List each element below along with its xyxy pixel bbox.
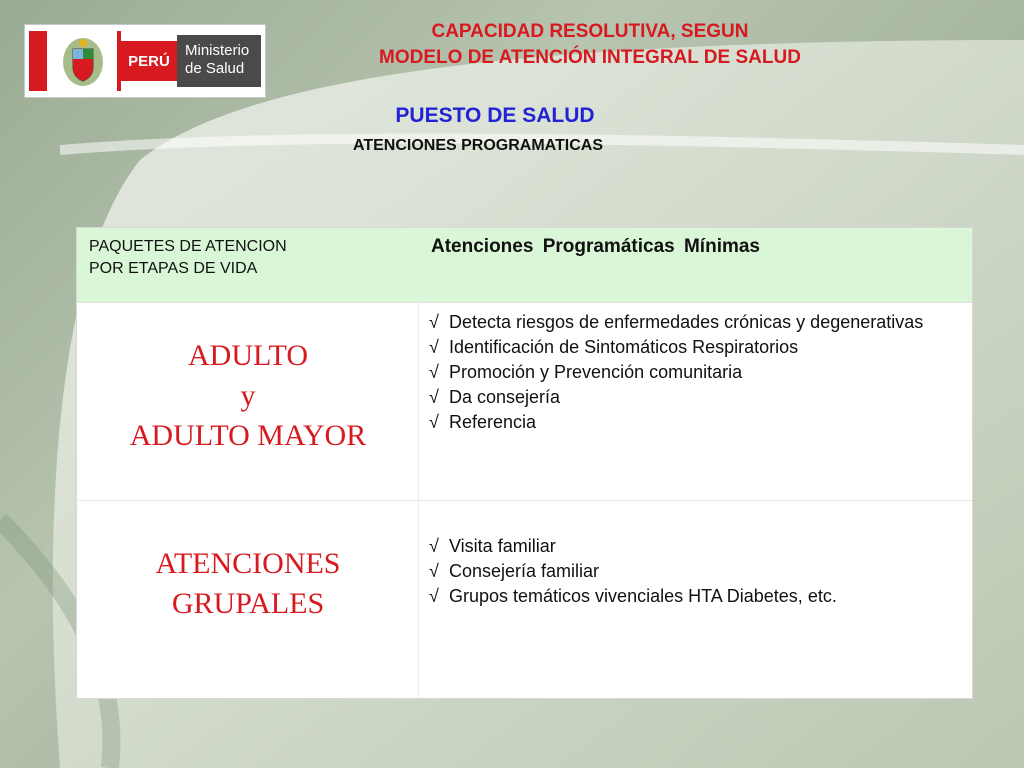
check-icon: √ — [429, 586, 439, 606]
row-label-line1: ADULTO — [187, 339, 308, 372]
header-packages-text — [89, 236, 287, 280]
list-item-text: Grupos temáticos vivenciales HTA Diabetes, etc. — [449, 586, 837, 606]
header-packages-line2: POR ETAPAS DE VIDA — [89, 260, 258, 277]
row-label-line1: ATENCIONES — [155, 547, 341, 580]
attention-list — [429, 310, 962, 435]
list-item-text: Identificación de Sintomáticos Respiratorios — [449, 337, 799, 357]
page-title-line2: MODELO DE ATENCIÓN INTEGRAL DE SALUD — [379, 47, 801, 68]
list-item — [429, 584, 962, 609]
table-header-row — [77, 228, 972, 303]
list-item-text: Promoción y Prevención comunitaria — [449, 362, 743, 382]
row-label-cell — [77, 302, 419, 500]
page-subtitle: PUESTO DE SALUD — [395, 104, 595, 127]
row-label-cell — [77, 500, 419, 698]
list-item — [429, 360, 962, 385]
check-icon: √ — [429, 362, 439, 382]
header-attentions-text: Atenciones Programáticas Mínimas — [431, 236, 760, 257]
row-label-adulto — [77, 336, 419, 456]
list-item-text: Consejería familiar — [449, 561, 600, 581]
row-label-line2: GRUPALES — [171, 587, 325, 620]
header-cell-packages — [77, 228, 419, 302]
header-cell-attentions — [419, 228, 972, 302]
flag-stripe-left — [29, 31, 47, 91]
row-items-cell — [419, 500, 972, 698]
page-subtitle-secondary: ATENCIONES PROGRAMATICAS — [352, 137, 604, 154]
list-item — [429, 385, 962, 410]
check-icon: √ — [429, 536, 439, 556]
ministerio-label — [177, 35, 261, 87]
row-label-line2: y — [240, 379, 256, 412]
list-item — [429, 534, 962, 559]
row-label-line3: ADULTO MAYOR — [129, 419, 367, 452]
list-item — [429, 310, 962, 335]
page-title-line1: CAPACIDAD RESOLUTIVA, SEGUN — [431, 21, 749, 42]
peru-label: PERÚ — [121, 41, 177, 81]
list-item-text: Visita familiar — [449, 536, 556, 556]
ministerio-line1: Ministerio — [185, 42, 250, 59]
attention-table — [76, 227, 973, 699]
table-row — [77, 302, 972, 501]
list-item — [429, 335, 962, 360]
coat-of-arms-icon — [61, 35, 105, 89]
ministry-logo — [24, 24, 266, 98]
check-icon: √ — [429, 337, 439, 357]
check-icon: √ — [429, 412, 439, 432]
list-item-text: Da consejería — [449, 387, 561, 407]
row-items-cell — [419, 302, 972, 500]
attention-list — [429, 534, 962, 609]
header-packages-line1: PAQUETES DE ATENCION — [89, 238, 287, 255]
check-icon: √ — [429, 561, 439, 581]
check-icon: √ — [429, 312, 439, 332]
list-item-text: Referencia — [449, 412, 537, 432]
check-icon: √ — [429, 387, 439, 407]
table-row — [77, 500, 972, 698]
list-item — [429, 410, 962, 435]
ministerio-line2: de Salud — [185, 60, 245, 77]
list-item — [429, 559, 962, 584]
list-item-text: Detecta riesgos de enfermedades crónicas y degenerativas — [449, 312, 924, 332]
row-label-grupales — [77, 544, 419, 624]
